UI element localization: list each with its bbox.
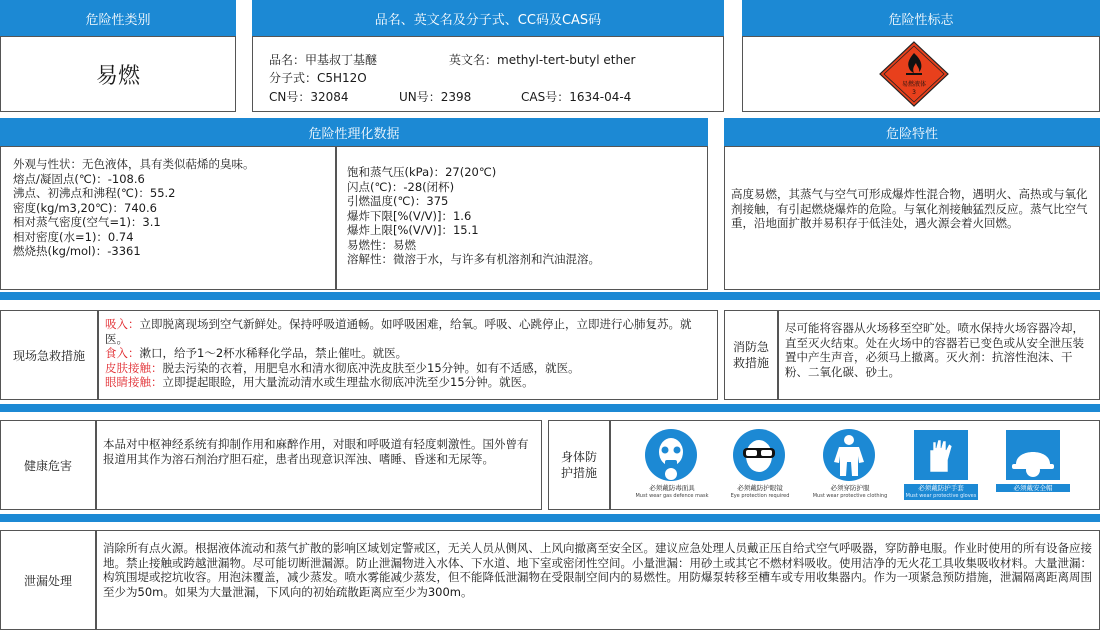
ppe-caption-clothing: [808, 484, 892, 500]
english-name: 英文名：methyl-tert-butyl ether: [449, 53, 636, 67]
physchem-left-line: 熔点/凝固点(℃)：-108.6: [13, 171, 145, 186]
divider-bar: [0, 292, 1100, 300]
hazard-sign-panel: [742, 36, 1100, 112]
header-physchem: 危险性理化数据: [0, 118, 708, 146]
product-name: 品名：甲基叔丁基醚: [269, 53, 378, 67]
physchem-left-panel: [0, 146, 336, 290]
first-aid-key: 皮肤接触：: [105, 360, 163, 375]
first-aid-item-inhalation: [105, 317, 711, 346]
physchem-left-line: 密度(kg/m3,20℃)：740.6: [13, 200, 157, 215]
physchem-right-line: 爆炸下限[%(V/V)]：1.6: [347, 208, 472, 223]
health-text: 本品对中枢神经系统有抑制作用和麻醉作用，对眼和呼吸道有轻度刺激性。国外曾有报道用其作为溶石剂治疗胆石症，患者出现意识浑浊、嗜睡、昏迷和无尿等。: [96, 420, 542, 510]
identity-panel: [252, 36, 724, 112]
ppe-caption-cn: 必须穿防护服: [830, 484, 870, 492]
fire-label: 消防急救措施: [724, 310, 778, 400]
header-hazard-category: 危险性类别: [0, 0, 236, 36]
first-aid-key: 吸入：: [105, 317, 140, 331]
physchem-right-line: 爆炸上限[%(V/V)]：15.1: [347, 223, 479, 237]
first-aid-text: 立即提起眼睑，用大量流动清水或生理盐水彻底冲洗至少15分钟。就医。: [162, 375, 534, 389]
physchem-left-line: 相对蒸气密度(空气=1)：3.1: [13, 215, 161, 229]
header-hazard-label: 危险性标志: [742, 0, 1100, 36]
ppe-caption-cn: 必须戴防毒面具: [649, 484, 695, 492]
divider-bar: [0, 404, 1100, 412]
flammable-liquid-diamond-icon: [879, 41, 949, 107]
physchem-right-panel: [336, 146, 708, 290]
first-aid-item-ingestion: [105, 346, 711, 361]
ppe-caption-en: Must wear protective clothing: [812, 493, 888, 499]
cas-number: CAS号：1634-04-4: [521, 90, 632, 104]
ppe-caption-en: Eye protection required: [730, 493, 790, 499]
sign-text: 易燃液体: [901, 81, 926, 88]
fire-text: 尽可能将容器从火场移至空旷处。喷水保持火场容器冷却，直至灭火结束。处在火场中的容器若已变色或从安全泄压装置中产生声音，必须马上撤离。灭火剂：抗溶性泡沫、干粉、二氧化碳、砂土。: [778, 310, 1100, 400]
un-number: UN号：2398: [399, 90, 472, 104]
divider-bar: [0, 514, 1100, 522]
cn-number: CN号：32084: [269, 90, 349, 104]
physchem-left-line: 相对密度(水=1)：0.74: [13, 229, 134, 244]
physchem-right-line: 引燃温度(℃)：375: [347, 194, 449, 208]
ppe-caption-helmet: [996, 484, 1070, 492]
hazard-props-text: 高度易燃，其蒸气与空气可形成爆炸性混合物，遇明火、高热或与氧化剂接触，有引起燃烧爆炸的危险。与氧化剂接触猛烈反应。蒸气比空气重，沿地面扩散并易积存于低洼处，遇火源会着火回燃。: [724, 146, 1100, 290]
physchem-right-line: 闪点(℃)：-28(闭杯): [347, 179, 455, 194]
ppe-caption-goggles: [718, 484, 802, 500]
ppe-caption-gas-mask: [630, 484, 714, 500]
category-value: 易燃: [0, 36, 236, 112]
spill-text: 消除所有点火源。根据液体流动和蒸气扩散的影响区域划定警戒区，无关人员从侧风、上风向撤离至安全区。建议应急处理人员戴正压自给式空气呼吸器，穿防静电服。作业时使用的所有设备应接地。禁止接触或跨越泄漏物。尽可能切断泄漏源。防止泄漏物进入水体、下水道、地下室或密闭性空间。小量泄漏：用砂土或其它不燃材料吸收。使用洁净的无火花工具收集吸收材料。大量泄漏：构筑围堤或挖坑收容。用泡沫覆盖，减少蒸发。喷水雾能减少蒸发，但不能降低泄漏物在受限制空间内的易燃性。用防爆泵转移至槽车或专用收集器内。作为一项紧急预防措施，泄漏隔离距离周围至少为50m。如果为大量泄漏，下风向的初始疏散距离应至少为300m。: [96, 530, 1100, 630]
first-aid-label: 现场急救措施: [0, 310, 98, 400]
first-aid-text: 立即脱离现场到空气新鲜处。保持呼吸道通畅。如呼吸困难，给氧。呼吸、心跳停止，立即进行心肺复苏。就医。: [105, 317, 692, 346]
ppe-label: 身体防护措施: [548, 420, 610, 510]
first-aid-text: 漱口，给予1～2杯水稀释化学品，禁止催吐。就医。: [139, 346, 408, 360]
molecular-formula: 分子式：C5H12O: [269, 71, 367, 85]
ppe-caption-gloves: [904, 484, 978, 500]
physchem-left-line: 燃烧热(kg/mol)：-3361: [13, 244, 141, 258]
first-aid-key: 食入：: [105, 346, 140, 360]
header-name-formula: 品名、英文名及分子式、CC码及CAS码: [252, 0, 724, 36]
first-aid-item-eye: [105, 375, 711, 390]
ppe-caption-cn: 必须戴防护手套: [918, 484, 964, 492]
first-aid-text: 脱去污染的衣着，用肥皂水和清水彻底冲洗皮肤至少15分钟。如有不适感，就医。: [162, 360, 580, 375]
ppe-caption-cn: 必须戴防护眼镜: [737, 484, 783, 492]
first-aid-key: 眼睛接触：: [105, 375, 163, 389]
header-hazard-props: 危险特性: [724, 118, 1100, 146]
ppe-caption-en: Must wear protective gloves: [905, 493, 977, 499]
physchem-left-line: 沸点、初沸点和沸程(℃)：55.2: [13, 186, 176, 200]
ppe-caption-cn: 必须戴安全帽: [1013, 484, 1053, 492]
first-aid-item-skin: [105, 361, 711, 376]
health-label: 健康危害: [0, 420, 96, 510]
physchem-right-line: 饱和蒸气压(kPa)：27(20℃): [347, 165, 497, 179]
physchem-right-line: 易燃性：易燃: [347, 237, 416, 252]
physchem-left-line: 外观与性状：无色液体，具有类似萜烯的臭味。: [13, 157, 255, 171]
physchem-right-line: 溶解性：微溶于水，与许多有机溶剂和汽油混溶。: [347, 252, 600, 266]
ppe-caption-en: Must wear gas defence mask: [635, 493, 709, 499]
sign-class-number: 3: [912, 89, 916, 96]
spill-label: 泄漏处理: [0, 530, 96, 630]
first-aid-panel: [98, 310, 718, 400]
